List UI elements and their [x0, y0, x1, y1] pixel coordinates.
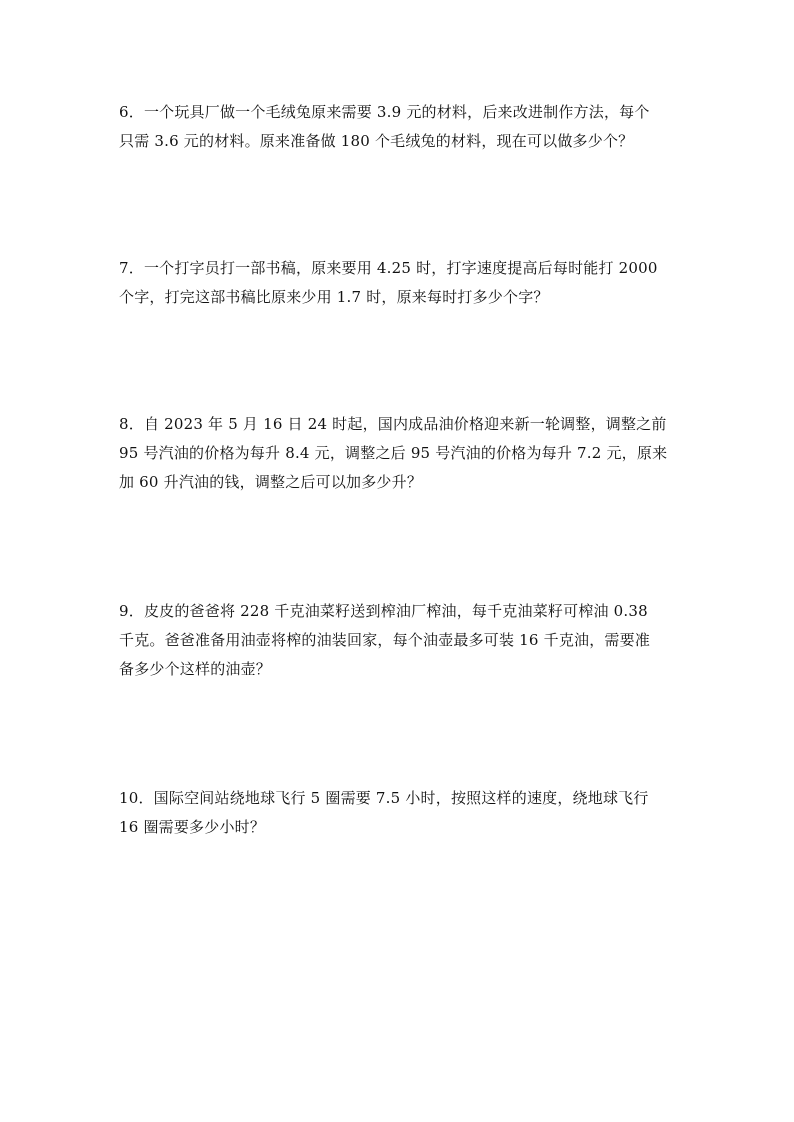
question-line: 加 60 升汽油的钱，调整之后可以加多少升？	[119, 473, 423, 491]
question-7	[119, 254, 679, 312]
question-line: 16 圈需要多少小时？	[119, 818, 266, 836]
question-line: 95 号汽油的价格为每升 8.4 元，调整之后 95 号汽油的价格为每升 7.2 元，原来	[119, 444, 668, 462]
question-line: 只需 3.6 元的材料。原来准备做 180 个毛绒兔的材料，现在可以做多少个？	[119, 132, 634, 150]
question-9	[119, 597, 679, 684]
question-line: 9．皮皮的爸爸将 228 千克油菜籽送到榨油厂榨油，每千克油菜籽可榨油 0.38	[119, 602, 648, 620]
question-line: 10．国际空间站绕地球飞行 5 圈需要 7.5 小时，按照这样的速度，绕地球飞行	[119, 789, 649, 807]
question-line: 千克。爸爸准备用油壶将榨的油装回家，每个油壶最多可装 16 千克油，需要准	[119, 631, 651, 649]
question-6	[119, 98, 679, 156]
question-10	[119, 784, 679, 842]
question-line: 备多少个这样的油壶？	[119, 660, 272, 678]
question-line: 7．一个打字员打一部书稿，原来要用 4.25 时，打字速度提高后每时能打 2000	[119, 259, 658, 277]
question-line: 8．自 2023 年 5 月 16 日 24 时起，国内成品油价格迎来新一轮调整，调整之前	[119, 415, 667, 433]
question-line: 6．一个玩具厂做一个毛绒兔原来需要 3.9 元的材料，后来改进制作方法，每个	[119, 103, 650, 121]
question-line: 个字，打完这部书稿比原来少用 1.7 时，原来每时打多少个字？	[119, 288, 549, 306]
question-8	[119, 410, 679, 497]
